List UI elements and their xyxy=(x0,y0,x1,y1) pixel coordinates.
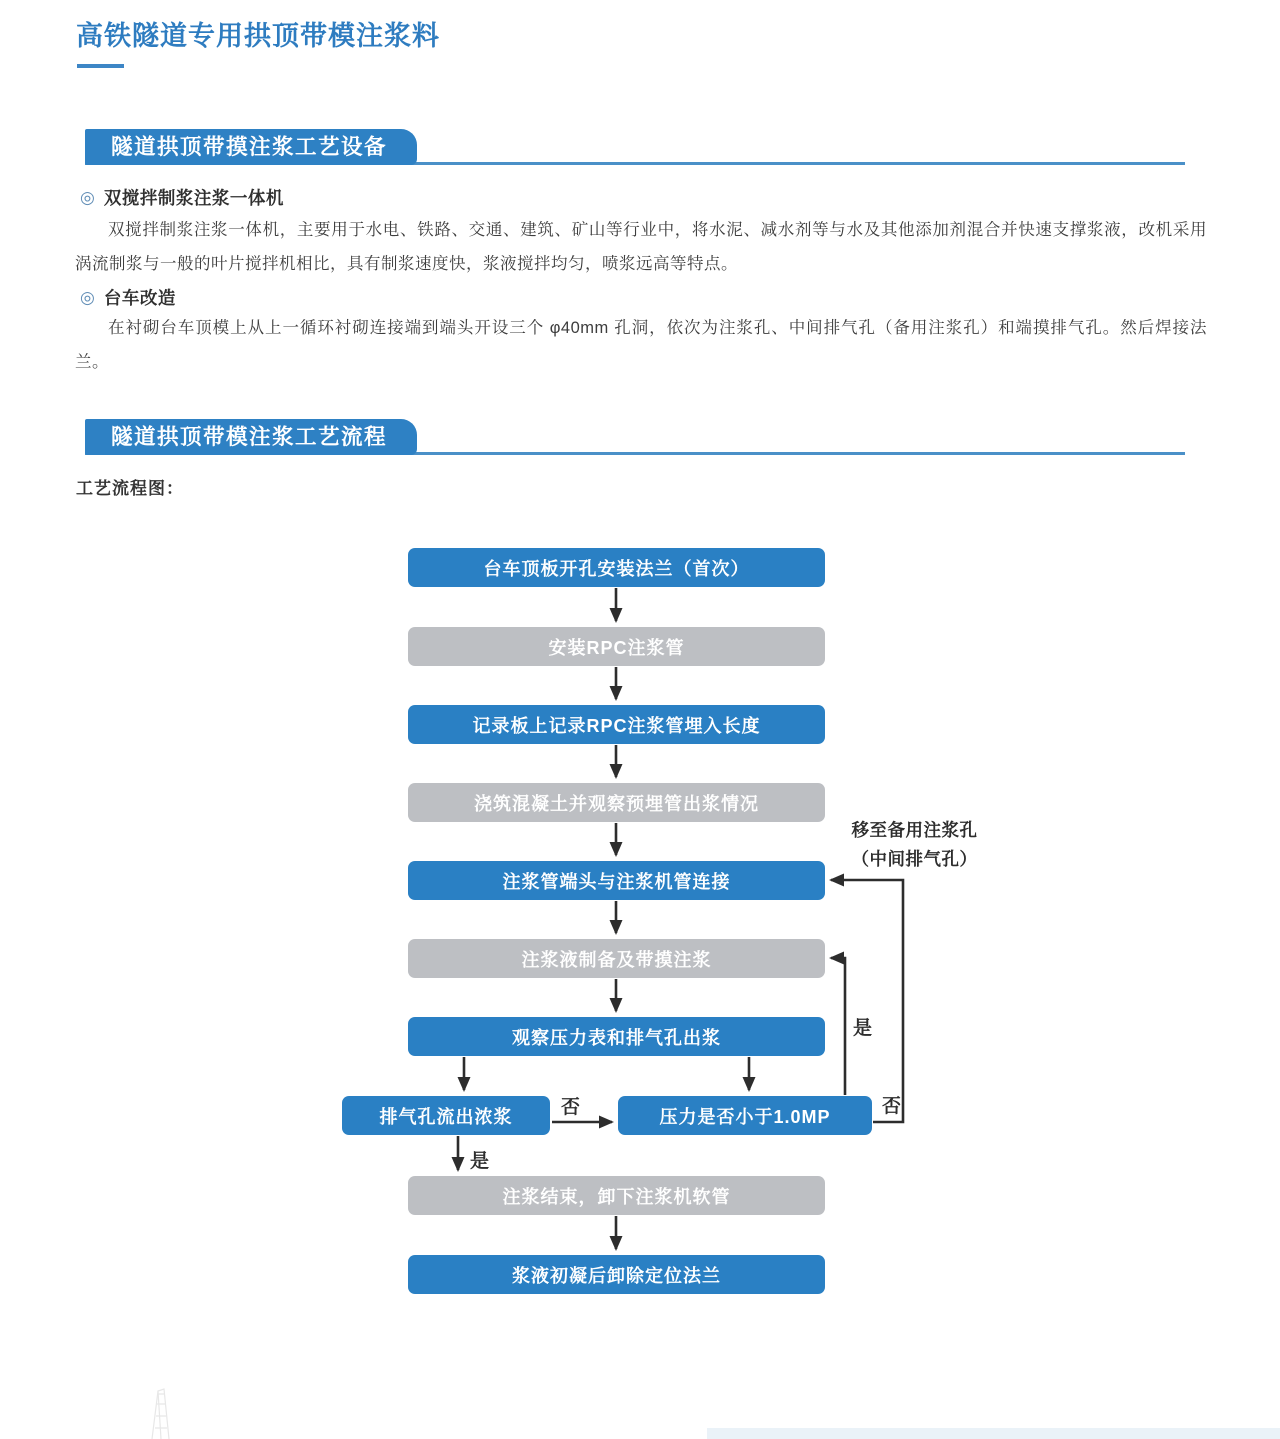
bullet-item-mixer xyxy=(80,185,284,210)
double-circle-bullet-icon: ◎ xyxy=(80,288,95,307)
flow-step-connect-grout-machine: 注浆管端头与注浆机管连接 xyxy=(408,861,825,900)
page-title: 高铁隧道专用拱顶带模注浆料 xyxy=(76,21,440,51)
paragraph-trolley: 在衬砌台车顶模上从上一循环衬砌连接端到端头开设三个 φ40mm 孔洞，依次为注浆孔、中间排气孔（备用注浆孔）和端摸排气孔。然后焊接法兰。 xyxy=(75,319,1207,371)
section-banner-equipment: 隧道拱顶带摸注浆工艺设备 xyxy=(85,129,417,165)
flow-step-pour-concrete-observe: 浇筑混凝土并观察预埋管出浆情况 xyxy=(408,783,825,822)
section-banner-process: 隧道拱顶带模注浆工艺流程 xyxy=(85,419,417,455)
flow-step-remove-positioning-flange: 浆液初凝后卸除定位法兰 xyxy=(408,1255,825,1294)
footer-accent-bar xyxy=(707,1428,1280,1439)
flow-step-drill-install-flange: 台车顶板开孔安装法兰（首次） xyxy=(408,548,825,587)
flow-annotation-line2: （中间排气孔） xyxy=(851,849,978,869)
flow-step-thick-slurry-check: 排气孔流出浓浆 xyxy=(342,1096,550,1135)
flowchart-caption: 工艺流程图： xyxy=(76,479,184,498)
flow-step-finish-remove-hose: 注浆结束，卸下注浆机软管 xyxy=(408,1176,825,1215)
building-sketch-watermark xyxy=(142,1388,186,1439)
title-underline xyxy=(77,64,124,68)
edge-label-no: 否 xyxy=(561,1097,581,1118)
flow-step-install-rpc-pipe: 安装RPC注浆管 xyxy=(408,627,825,666)
paragraph-mixer: 双搅拌制浆注浆一体机，主要用于水电、铁路、交通、建筑、矿山等行业中，将水泥、减水剂等与水及其他添加剂混合并快速支撑浆液，改机采用涡流制浆与一般的叶片搅拌机相比，具有制浆速度快，浆液搅拌均匀，喷浆远高等特点。 xyxy=(75,221,1207,273)
flow-annotation-backup-hole xyxy=(832,816,997,874)
edge-label-yes-loop: 是 xyxy=(853,1018,873,1039)
edge-label-yes: 是 xyxy=(470,1151,490,1172)
edge-label-no-loop: 否 xyxy=(882,1096,902,1117)
double-circle-bullet-icon: ◎ xyxy=(80,188,95,207)
flow-step-prepare-grout: 注浆液制备及带摸注浆 xyxy=(408,939,825,978)
flow-step-observe-pressure-gauge: 观察压力表和排气孔出浆 xyxy=(408,1017,825,1056)
bullet-heading: 双搅拌制浆注浆一体机 xyxy=(103,188,284,208)
flow-annotation-line1: 移至备用注浆孔 xyxy=(851,820,978,840)
flow-step-pressure-check: 压力是否小于1.0MP xyxy=(618,1096,872,1135)
bullet-heading: 台车改造 xyxy=(103,288,176,308)
bullet-item-trolley xyxy=(80,285,176,310)
flow-step-record-embed-length: 记录板上记录RPC注浆管埋入长度 xyxy=(408,705,825,744)
